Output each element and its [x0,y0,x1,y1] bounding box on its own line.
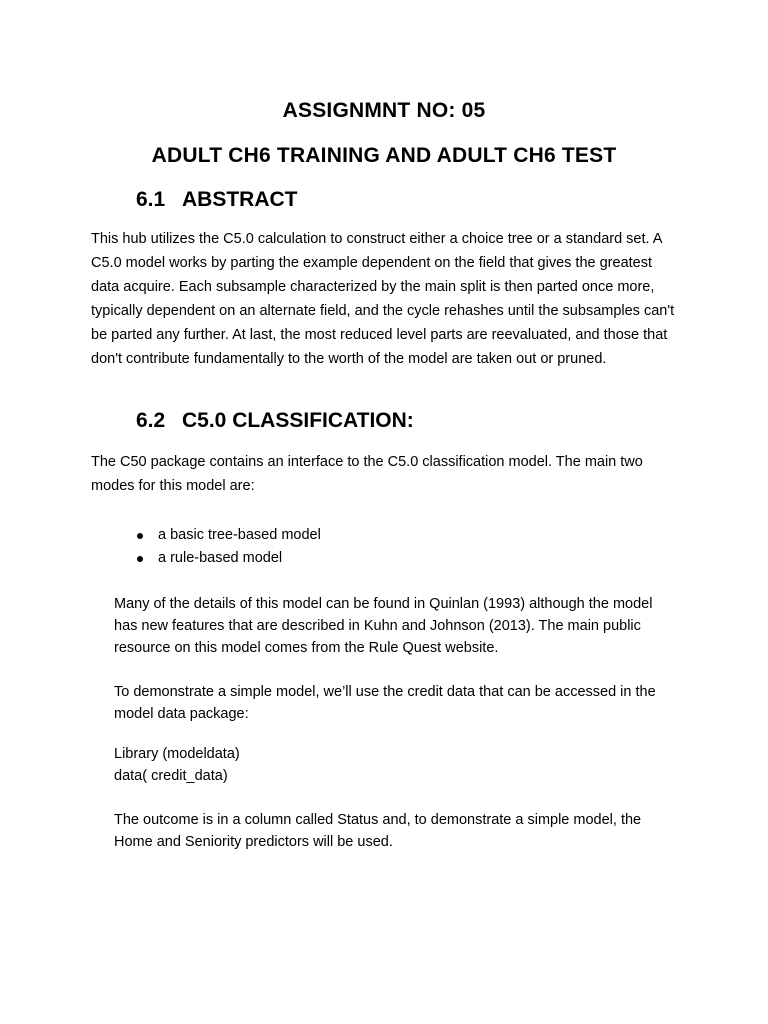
document-subtitle: ADULT CH6 TRAINING AND ADULT CH6 TEST [151,144,617,167]
section-number: 6.1 [136,188,166,211]
demo-paragraph: To demonstrate a simple model, we’ll use the credit data that can be accessed in the model data package: [114,684,656,722]
list-item-text: a basic tree-based model [158,527,321,543]
bullet-icon [137,533,143,539]
code-line: Library (modeldata) [114,746,240,762]
details-paragraph: Many of the details of this model can be found in Quinlan (1993) although the model has new features that are described in Kuhn and Johnson (2013). The main public resource on this model comes from the Rule Quest website. [114,596,653,656]
section-title: C5.0 CLASSIFICATION: [182,409,414,432]
abstract-paragraph: This hub utilizes the C5.0 calculation to construct either a choice tree or a standard set. A C5.0 model works by parting the example dependent on the field that gives the greatest data acquire. Each subsample characterized by the main split is then parted once more, typically dependent on an alternate field, and the cycle rehashes until the subsamples can't be parted any further. At last, the most reduced level parts are reevaluated, and those that don't contribute fundamentally to the worth of the model are taken out or pruned. [91,231,675,367]
outcome-paragraph: The outcome is in a column called Status and, to demonstrate a simple model, the Home and Seniority predictors will be used. [114,812,642,850]
bullet-icon [137,556,143,562]
list-item-text: a rule-based model [158,550,283,566]
assignment-title: ASSIGNMNT NO: 05 [282,99,486,122]
section-heading-c50-classification [136,407,414,435]
section-title: ABSTRACT [182,188,298,211]
section-heading-abstract [136,186,298,214]
list-item [136,547,321,570]
c50-intro-paragraph: The C50 package contains an interface to the C5.0 classification model. The main two modes for this model are: [91,454,643,494]
code-line: data( credit_data) [114,768,228,784]
section-number: 6.2 [136,409,166,432]
list-item [136,524,321,547]
model-modes-list [136,524,321,570]
code-snippet [114,743,240,787]
